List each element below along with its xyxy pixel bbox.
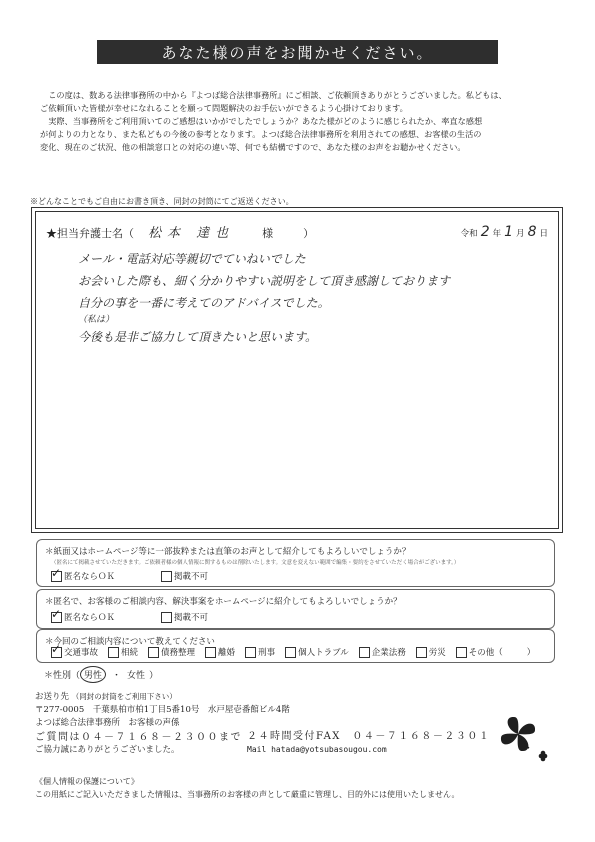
question-publish: ＊紙面又はホームページ等に一部抜粋または直筆のお声として紹介してもよろしいでしょうか？ bbox=[45, 547, 411, 557]
intro-line: ご依頼頂いた皆様が幸せになれることを願って問題解決のお手伝いができるよう心掛けております。 bbox=[40, 103, 408, 113]
comment-line: （私は） bbox=[78, 315, 115, 325]
fax-number[interactable]: ２４時間受付FAX ０４－７１６８－２３０１ bbox=[247, 731, 491, 742]
date-era: 令和 bbox=[460, 229, 478, 239]
date-day[interactable]: 8 bbox=[527, 224, 537, 240]
comment-box bbox=[31, 207, 563, 533]
send-to-subnote: （同封の封筒をご利用下さい） bbox=[71, 692, 177, 701]
comment-line: お会いした際も、細く分かりやすい説明をして頂き感謝しております bbox=[78, 274, 451, 288]
checkbox-icon[interactable] bbox=[51, 612, 62, 623]
option-labor-accident[interactable]: 労災 bbox=[416, 646, 446, 658]
option-inheritance[interactable]: 相続 bbox=[108, 646, 138, 658]
publish-options bbox=[51, 570, 208, 582]
gender-female-option[interactable]: 女性 bbox=[127, 671, 146, 681]
question-type: ＊今回のご相談内容について教えてください bbox=[45, 637, 215, 647]
send-to-label: お送り先 bbox=[35, 692, 70, 702]
case-options bbox=[51, 611, 208, 623]
question-case-box bbox=[36, 589, 555, 629]
type-options bbox=[51, 646, 535, 658]
lawyer-name-row bbox=[46, 222, 314, 241]
date-year[interactable]: 2 bbox=[480, 224, 490, 240]
comment-box-inner bbox=[35, 211, 559, 529]
checkbox-icon[interactable] bbox=[285, 647, 296, 658]
date-row bbox=[461, 224, 548, 240]
comment-line: メール・電話対応等親切でていねいでした bbox=[78, 252, 306, 266]
option-corporate[interactable]: 企業法務 bbox=[359, 646, 406, 658]
intro-line: が何よりの力となり、また私どもの今後の参考となります。よつば総合法律事務所を利用されての感想、お客様の生活の bbox=[40, 129, 482, 139]
date-year-unit: 年 bbox=[492, 229, 502, 239]
privacy-heading: 《個人情報の保護について》 bbox=[35, 777, 139, 786]
intro-text bbox=[40, 89, 568, 154]
page-title: あなた様の声をお聞かせください。 bbox=[161, 43, 434, 62]
gender-row bbox=[44, 666, 158, 683]
gender-separator: ・ bbox=[112, 671, 122, 681]
footer-fax-mail bbox=[247, 730, 490, 756]
question-phone[interactable]: ご質問は０４－７１６８－２３００まで bbox=[35, 731, 242, 743]
option-no-publish[interactable]: 掲載不可 bbox=[161, 570, 208, 582]
checkbox-icon[interactable] bbox=[205, 647, 216, 658]
lawyer-label: ★担当弁護士名（ bbox=[46, 227, 134, 240]
option-traffic-accident[interactable]: ✓ 交通事故 bbox=[51, 646, 98, 658]
date-day-unit: 日 bbox=[539, 229, 548, 239]
lawyer-name[interactable]: 松本 達也 bbox=[148, 226, 235, 241]
option-no-publish[interactable]: 掲載不可 bbox=[161, 611, 208, 623]
comment-line: 今後も是非ご協力して頂きたいと思います。 bbox=[78, 330, 318, 344]
option-anonymous-ok[interactable]: ✓ 匿名ならＯＫ bbox=[51, 611, 115, 623]
thanks-message: ご協力誠にありがとうございました。 bbox=[35, 744, 180, 755]
intro-line: 変化、現在のご状況、他の相談窓口との対応の違い等、何でも結構ですので、あなた様のお声をお聴かせください。 bbox=[40, 142, 466, 152]
clover-logo-icon bbox=[496, 712, 548, 762]
checkbox-icon[interactable] bbox=[108, 647, 119, 658]
checkbox-icon[interactable] bbox=[245, 647, 256, 658]
checkbox-icon[interactable] bbox=[456, 647, 467, 658]
checkbox-icon[interactable] bbox=[416, 647, 427, 658]
option-criminal[interactable]: 刑事 bbox=[245, 646, 275, 658]
question-type-box bbox=[36, 629, 555, 663]
intro-line: この度は、数ある法律事務所の中から『よつば総合法律事務所』にご相談、ご依頼頂きありがとうございました。私どもは、 bbox=[48, 90, 507, 100]
lawyer-honorific: 様 bbox=[262, 227, 274, 240]
gender-male-option[interactable]: 男性 bbox=[80, 666, 106, 683]
send-to-row bbox=[35, 690, 290, 704]
office-name: よつば総合法律事務所 お客様の声係 bbox=[35, 718, 180, 729]
checkbox-icon[interactable] bbox=[148, 647, 159, 658]
date-month[interactable]: 1 bbox=[504, 224, 514, 240]
option-anonymous-ok[interactable]: ✓ 匿名ならＯＫ bbox=[51, 570, 115, 582]
checkbox-icon[interactable] bbox=[161, 571, 172, 582]
question-case: ＊匿名で、お客様のご相談内容、解決事案をホームページに紹介してもよろしいでしょうか？ bbox=[45, 597, 402, 607]
mail-address[interactable]: Mail hatada@yotsubasougou.com bbox=[247, 745, 387, 755]
checkbox-icon[interactable] bbox=[51, 647, 62, 658]
option-personal-trouble[interactable]: 個人トラブル bbox=[285, 646, 349, 658]
question-publish-box bbox=[36, 539, 555, 587]
address: 〒277-0005 千葉県柏市柏1丁目5番10号 水戸屋壱番館ビル4階 bbox=[35, 705, 290, 716]
checkbox-icon[interactable] bbox=[51, 571, 62, 582]
privacy-section bbox=[35, 775, 459, 801]
question-publish-subnote: （匿名にて掲載させていただきます。ご依頼者様の個人情報に関するものは削除いたします。文意を変えない範囲で編集・要約をさせていただく場合がございます。） bbox=[51, 560, 460, 566]
option-debt[interactable]: 債務整理 bbox=[148, 646, 195, 658]
comment-line: 自分の事を一番に考えてのアドバイスでした。 bbox=[78, 296, 330, 310]
option-divorce[interactable]: 離婚 bbox=[205, 646, 235, 658]
return-note: ※どんなことでもご自由にお書き頂き、同封の封筒にてご返送ください。 bbox=[30, 197, 294, 206]
gender-label: ＊性別（ bbox=[44, 671, 81, 681]
checkbox-icon[interactable] bbox=[161, 612, 172, 623]
privacy-text: この用紙にご記入いただきました情報は、当事務所のお客様の声として厳重に管理し、目的外には使用いたしません。 bbox=[35, 790, 460, 799]
option-other[interactable]: その他（ ） bbox=[456, 646, 536, 658]
gender-close: ） bbox=[149, 671, 159, 681]
handwritten-comment[interactable] bbox=[78, 248, 548, 348]
lawyer-close: ） bbox=[303, 227, 315, 240]
title-banner bbox=[97, 40, 498, 64]
intro-line: 実際、当事務所をご利用頂いてのご感想はいかがでしたでしょうか？あなた様がどのように感じられたか、率直な感想 bbox=[48, 116, 483, 126]
date-month-unit: 月 bbox=[516, 229, 525, 239]
checkbox-icon[interactable] bbox=[359, 647, 370, 658]
